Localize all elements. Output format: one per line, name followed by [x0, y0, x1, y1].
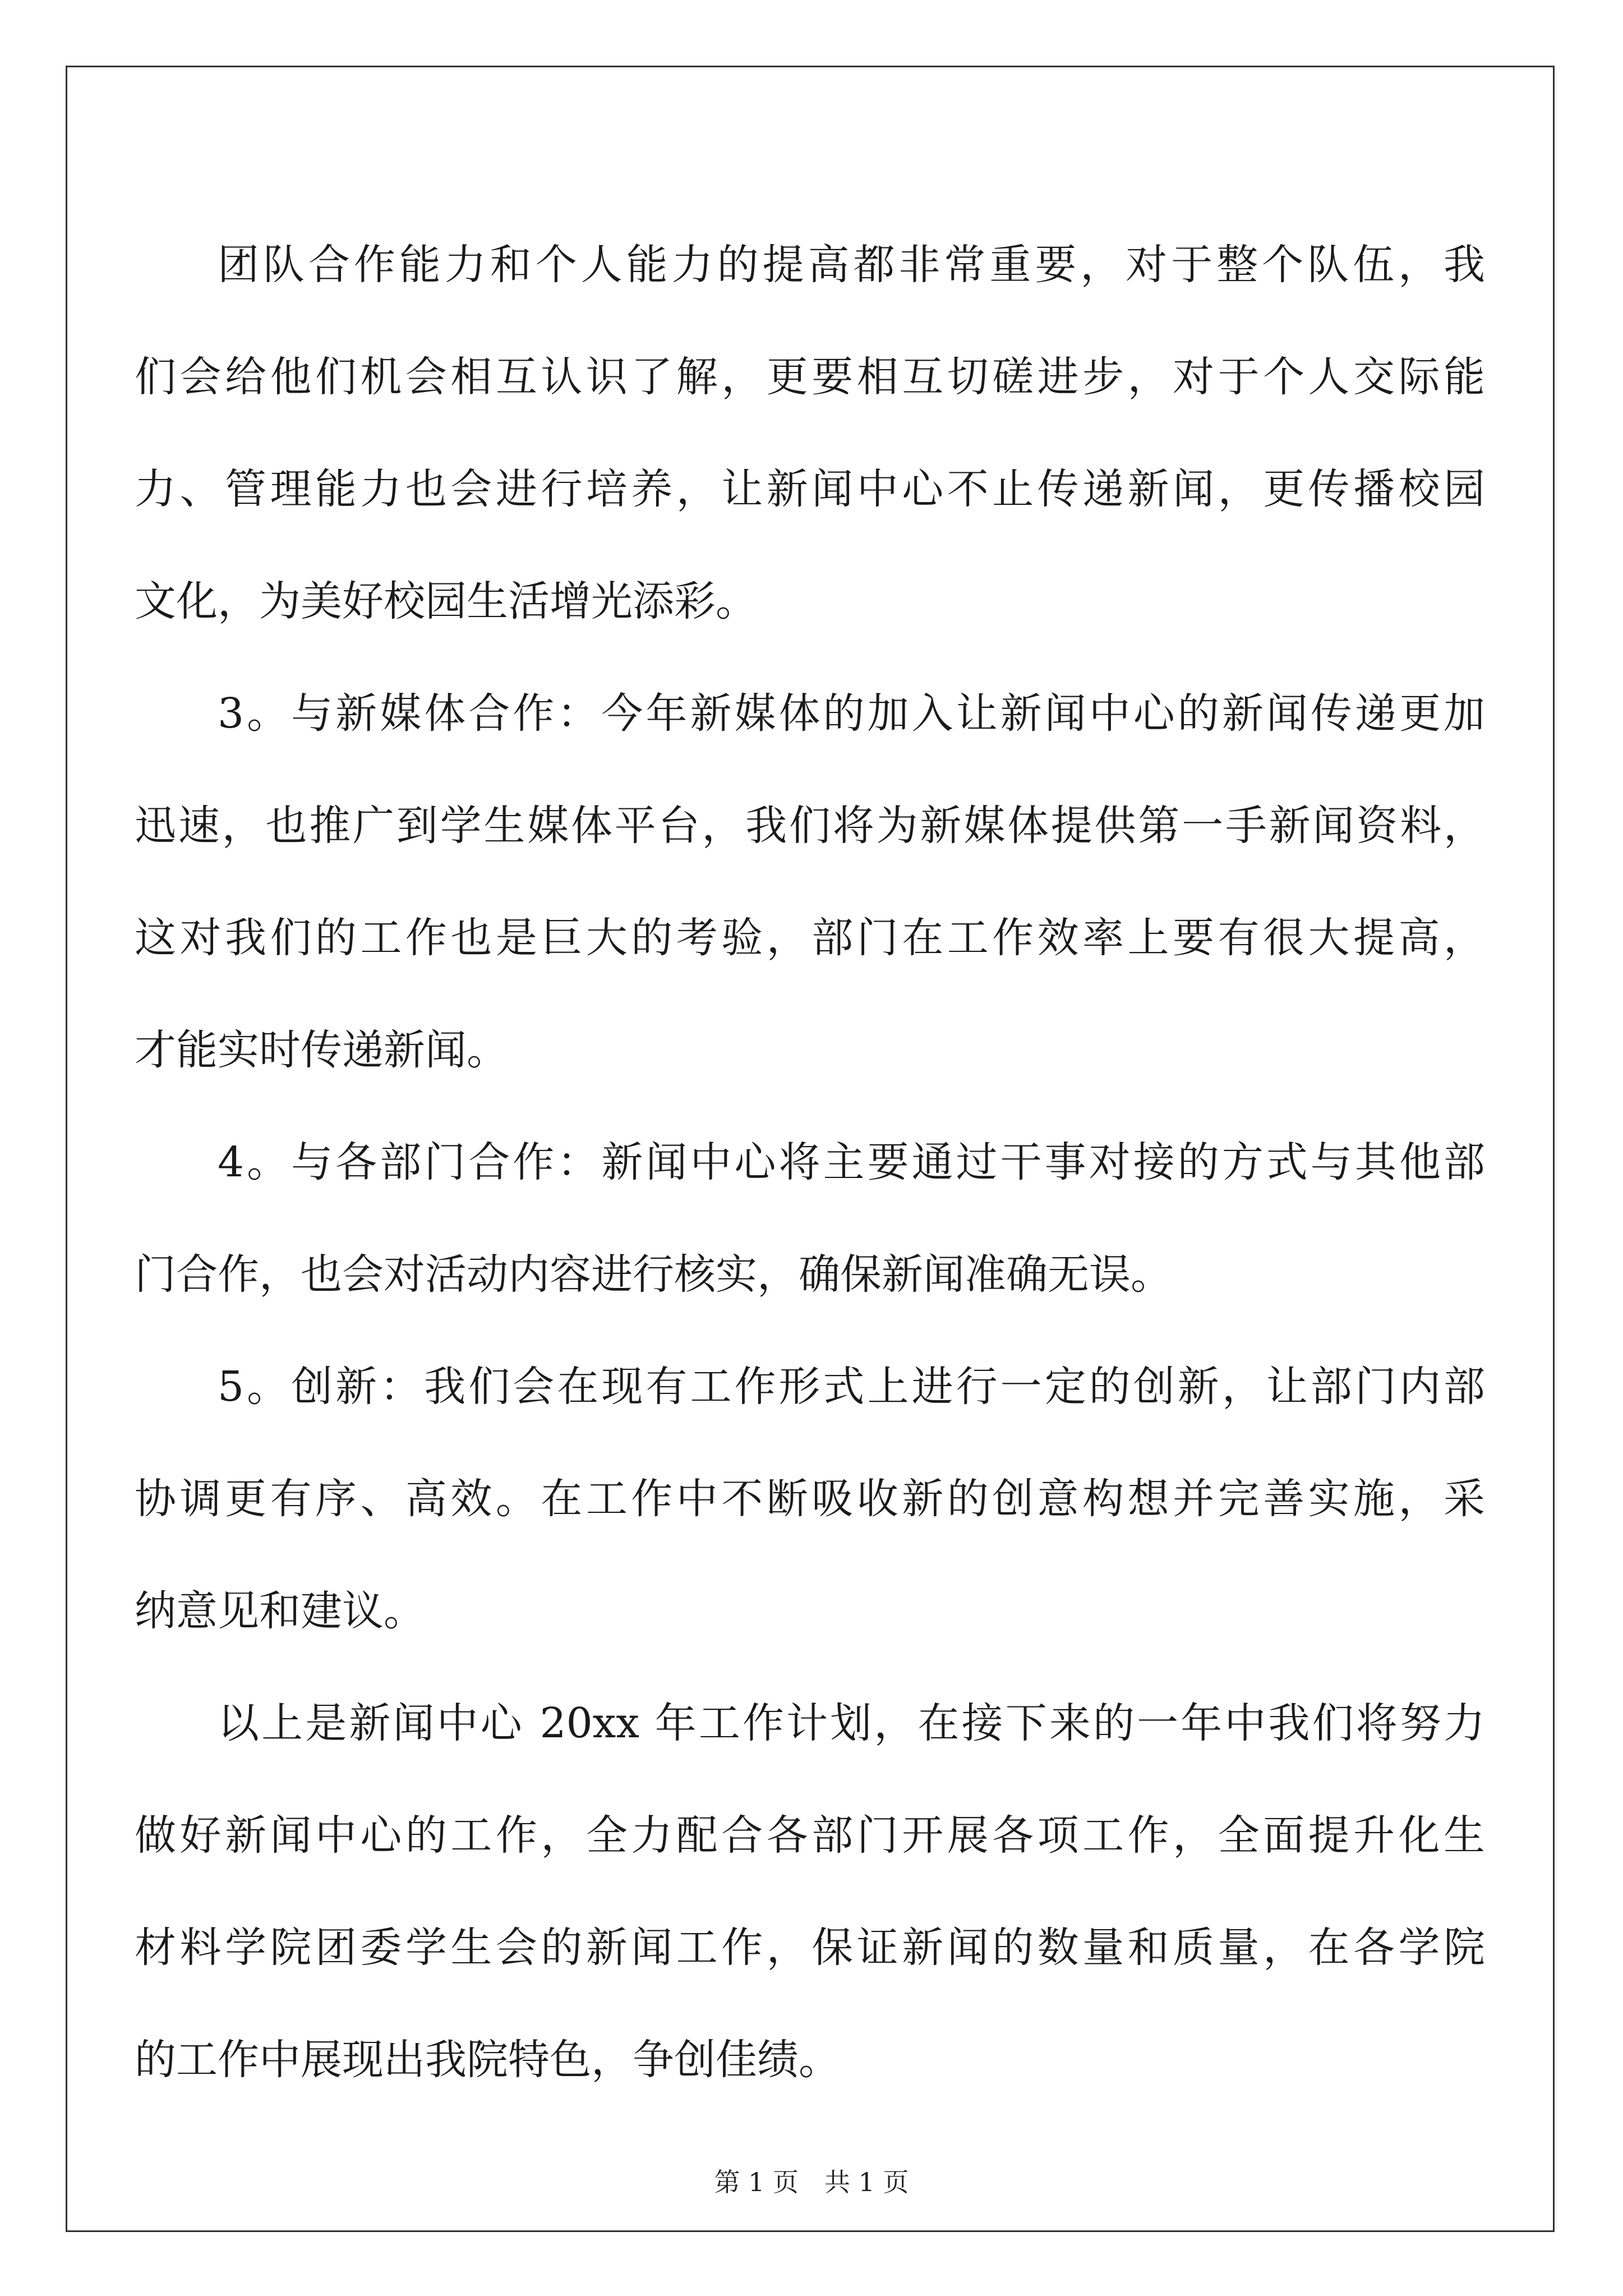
- paragraph-5-line-4: 的工作中展现出我院特色，争创佳绩。: [135, 2036, 840, 2084]
- paragraph-3-line-2: 门合作，也会对活动内容进行核实，确保新闻准确无误。: [135, 1250, 1172, 1299]
- paragraph-2-line-4: 才能实时传递新闻。: [135, 1026, 508, 1074]
- paragraph-2-line-3: 这对我们的工作也是巨大的考验，部门在工作效率上要有很大提高，: [135, 914, 1485, 962]
- paragraph-4-line-2: 协调更有序、高效。在工作中不断吸收新的创意构想并完善实施，采: [135, 1475, 1485, 1523]
- paragraph-4-line-1: 5。创新：我们会在现有工作形式上进行一定的创新，让部门内部: [218, 1363, 1485, 1411]
- paragraph-2-line-2: 迅速，也推广到学生媒体平台，我们将为新媒体提供第一手新闻资料，: [135, 802, 1485, 850]
- paragraph-2-line-1: 3。与新媒体合作：今年新媒体的加入让新闻中心的新闻传递更加: [218, 689, 1485, 738]
- paragraph-5-line-2: 做好新闻中心的工作，全力配合各部门开展各项工作，全面提升化生: [135, 1811, 1485, 1860]
- paragraph-1-line-2: 们会给他们机会相互认识了解，更要相互切磋进步，对于个人交际能: [135, 353, 1485, 401]
- paragraph-1-line-3: 力、管理能力也会进行培养，让新闻中心不止传递新闻，更传播校园: [135, 465, 1485, 513]
- paragraph-3-line-1: 4。与各部门合作：新闻中心将主要通过干事对接的方式与其他部: [218, 1138, 1485, 1186]
- paragraph-5-line-1: 以上是新闻中心 20xx 年工作计划，在接下来的一年中我们将努力: [218, 1699, 1485, 1747]
- paragraph-5-line-3: 材料学院团委学生会的新闻工作，保证新闻的数量和质量，在各学院: [135, 1924, 1485, 1972]
- document-body: [135, 209, 1485, 2116]
- paragraph-1-line-4: 文化，为美好校园生活增光添彩。: [135, 577, 757, 625]
- page-footer: 第 1 页 共 1 页: [714, 2167, 909, 2197]
- paragraph-1-line-1: 团队合作能力和个人能力的提高都非常重要，对于整个队伍，我: [218, 241, 1485, 289]
- paragraph-4-line-3: 纳意见和建议。: [135, 1587, 425, 1635]
